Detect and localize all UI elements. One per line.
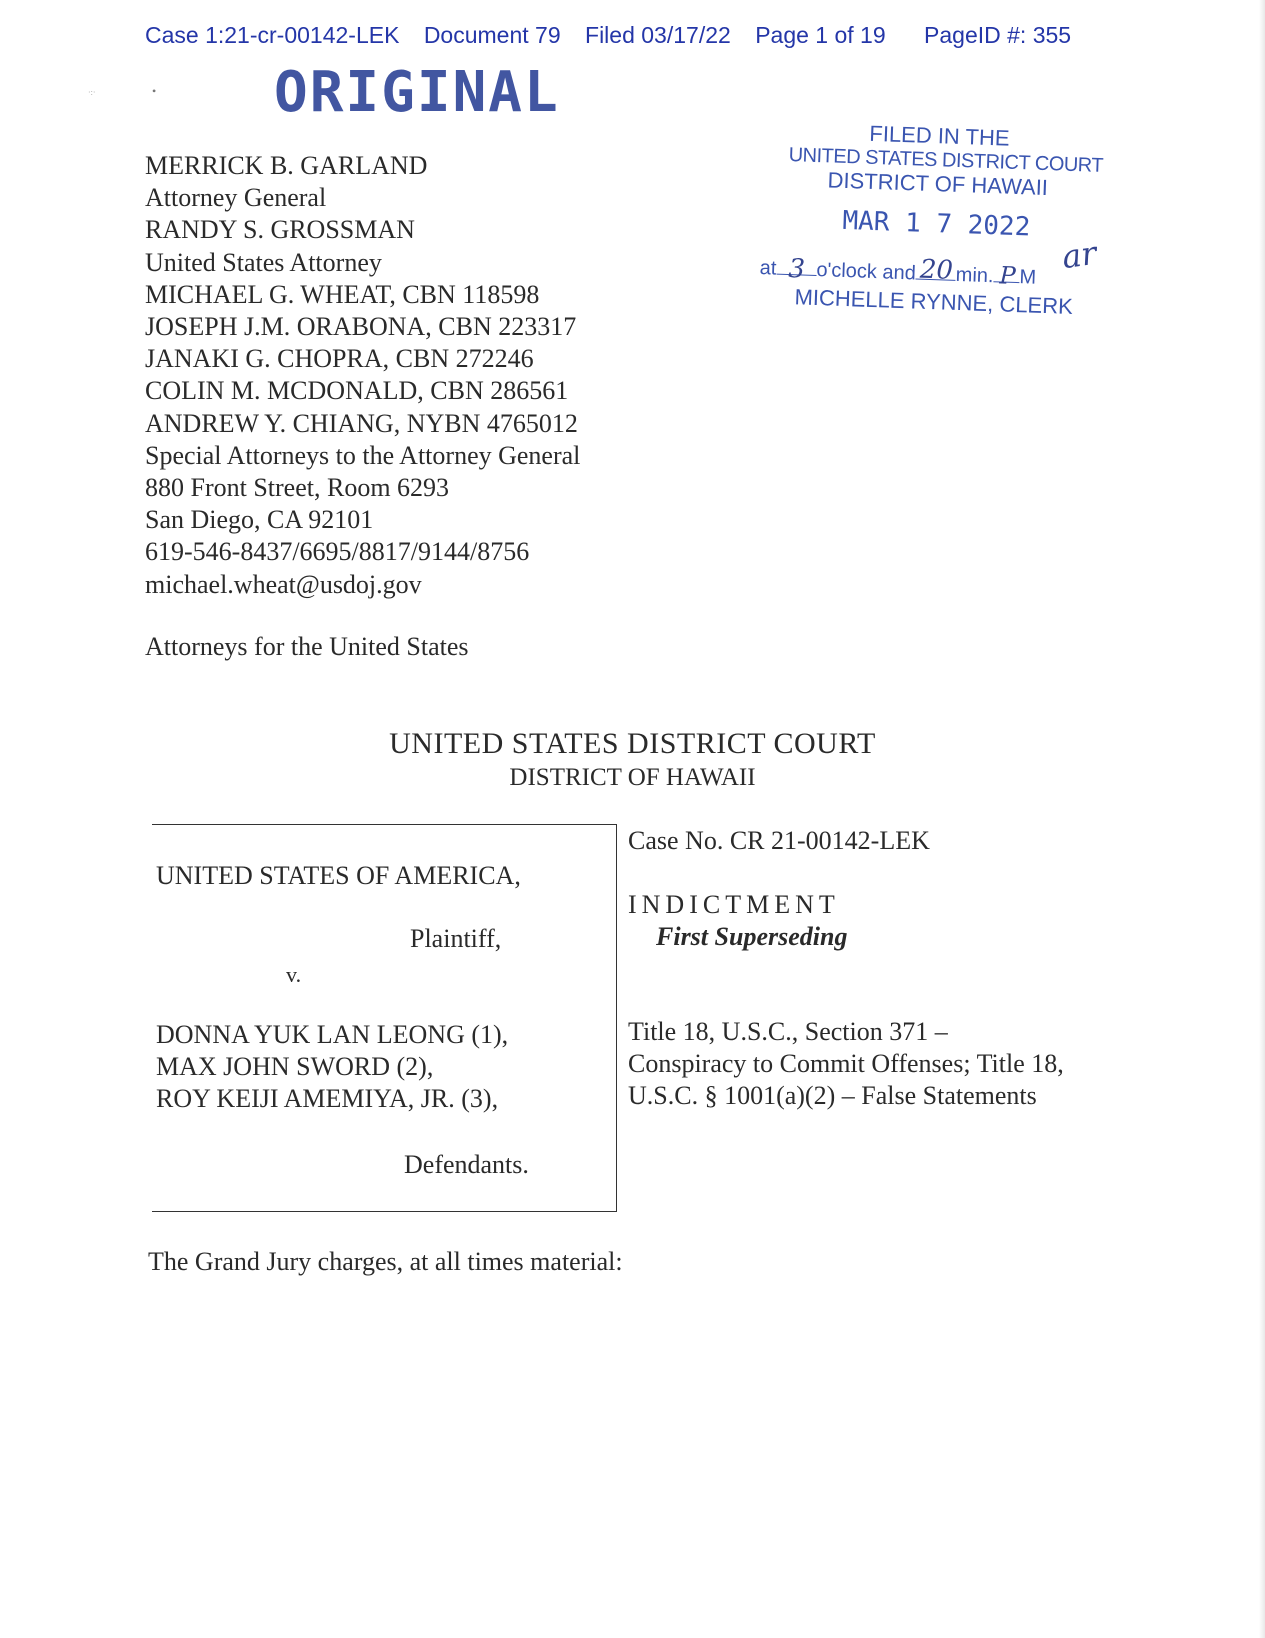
- filed-stamp: [759, 118, 1104, 348]
- filed-stamp-line-3: DISTRICT OF HAWAII: [827, 167, 1049, 201]
- scan-artifact-dot: •: [152, 84, 157, 98]
- defendant-2: MAX JOHN SWORD (2),: [156, 1052, 434, 1081]
- document-subtype: First Superseding: [656, 922, 848, 951]
- plaintiff-label: Plaintiff,: [410, 924, 502, 953]
- attorney-line: COLIN M. MCDONALD, CBN 286561: [145, 376, 569, 406]
- scan-artifact: ·:·: [88, 88, 96, 97]
- attorney-line: RANDY S. GROSSMAN: [145, 215, 415, 245]
- handwritten-minutes: 20: [919, 254, 954, 286]
- handwritten-ampm: P: [999, 261, 1017, 290]
- attorney-email: michael.wheat@usdoj.gov: [145, 569, 422, 599]
- scan-page-edge: [1259, 0, 1265, 1638]
- attorney-line: Attorney General: [145, 183, 327, 213]
- ecf-header: [145, 22, 1089, 49]
- attorney-line: 619-546-8437/6695/8817/9144/8756: [145, 537, 530, 567]
- filed-stamp-m: M: [1019, 266, 1037, 289]
- attorney-line: MERRICK B. GARLAND: [145, 151, 428, 180]
- plaintiff-name: UNITED STATES OF AMERICA,: [156, 861, 521, 890]
- case-number: Case No. CR 21-00142-LEK: [628, 826, 930, 855]
- defendant-3: ROY KEIJI AMEMIYA, JR. (3),: [156, 1084, 499, 1113]
- charge-line: U.S.C. § 1001(a)(2) – False Statements: [628, 1081, 1037, 1110]
- original-stamp: ORIGINAL: [274, 60, 560, 125]
- attorney-line: JOSEPH J.M. ORABONA, CBN 223317: [145, 312, 577, 342]
- attorney-block: [145, 150, 580, 601]
- defendant-1: DONNA YUK LAN LEONG (1),: [156, 1020, 509, 1049]
- filed-stamp-oclock: o'clock and: [816, 259, 917, 285]
- document-type: INDICTMENT: [628, 890, 840, 919]
- filed-stamp-date: MAR 1 7 2022: [841, 205, 1031, 243]
- attorney-line: JANAKI G. CHOPRA, CBN 272246: [145, 344, 534, 374]
- defendants-label: Defendants.: [404, 1150, 529, 1179]
- attorney-line: MICHAEL G. WHEAT, CBN 118598: [145, 279, 540, 309]
- versus: v.: [286, 962, 302, 987]
- filed-stamp-min: min.: [955, 263, 994, 288]
- header-case-number: Case 1:21-cr-00142-LEK: [145, 22, 400, 48]
- attorney-line: 880 Front Street, Room 6293: [145, 473, 450, 503]
- attorney-line: Special Attorneys to the Attorney General: [145, 440, 581, 470]
- attorney-line: United States Attorney: [145, 247, 382, 277]
- header-document-number: Document 79: [423, 22, 561, 48]
- attorneys-for: Attorneys for the United States: [145, 632, 469, 661]
- court-district: DISTRICT OF HAWAII: [509, 764, 756, 791]
- attorney-line: San Diego, CA 92101: [145, 505, 374, 535]
- handwritten-initials: ar: [1059, 233, 1099, 277]
- grand-jury-charges: The Grand Jury charges, at all times material:: [148, 1247, 623, 1276]
- court-title: UNITED STATES DISTRICT COURT: [389, 727, 876, 760]
- filed-stamp-clerk: MICHELLE RYNNE, CLERK: [794, 284, 1074, 319]
- filed-stamp-at: at: [759, 257, 777, 280]
- filed-stamp-line-2: UNITED STATES DISTRICT COURT: [788, 143, 1104, 177]
- header-filed-date: Filed 03/17/22: [585, 22, 731, 48]
- handwritten-hour: 3: [787, 254, 806, 285]
- header-page-id: PageID #: 355: [924, 22, 1072, 48]
- caption-top-rule: [152, 824, 617, 825]
- filed-stamp-line-1: FILED IN THE: [868, 120, 1010, 151]
- attorney-line: ANDREW Y. CHIANG, NYBN 4765012: [145, 408, 578, 438]
- charge-line: Conspiracy to Commit Offenses; Title 18,: [628, 1049, 1064, 1078]
- header-page-count: Page 1 of 19: [755, 22, 886, 48]
- charge-line: Title 18, U.S.C., Section 371 –: [628, 1017, 948, 1046]
- caption-bottom-rule: [152, 1211, 617, 1212]
- caption-vertical-rule: [616, 824, 617, 1212]
